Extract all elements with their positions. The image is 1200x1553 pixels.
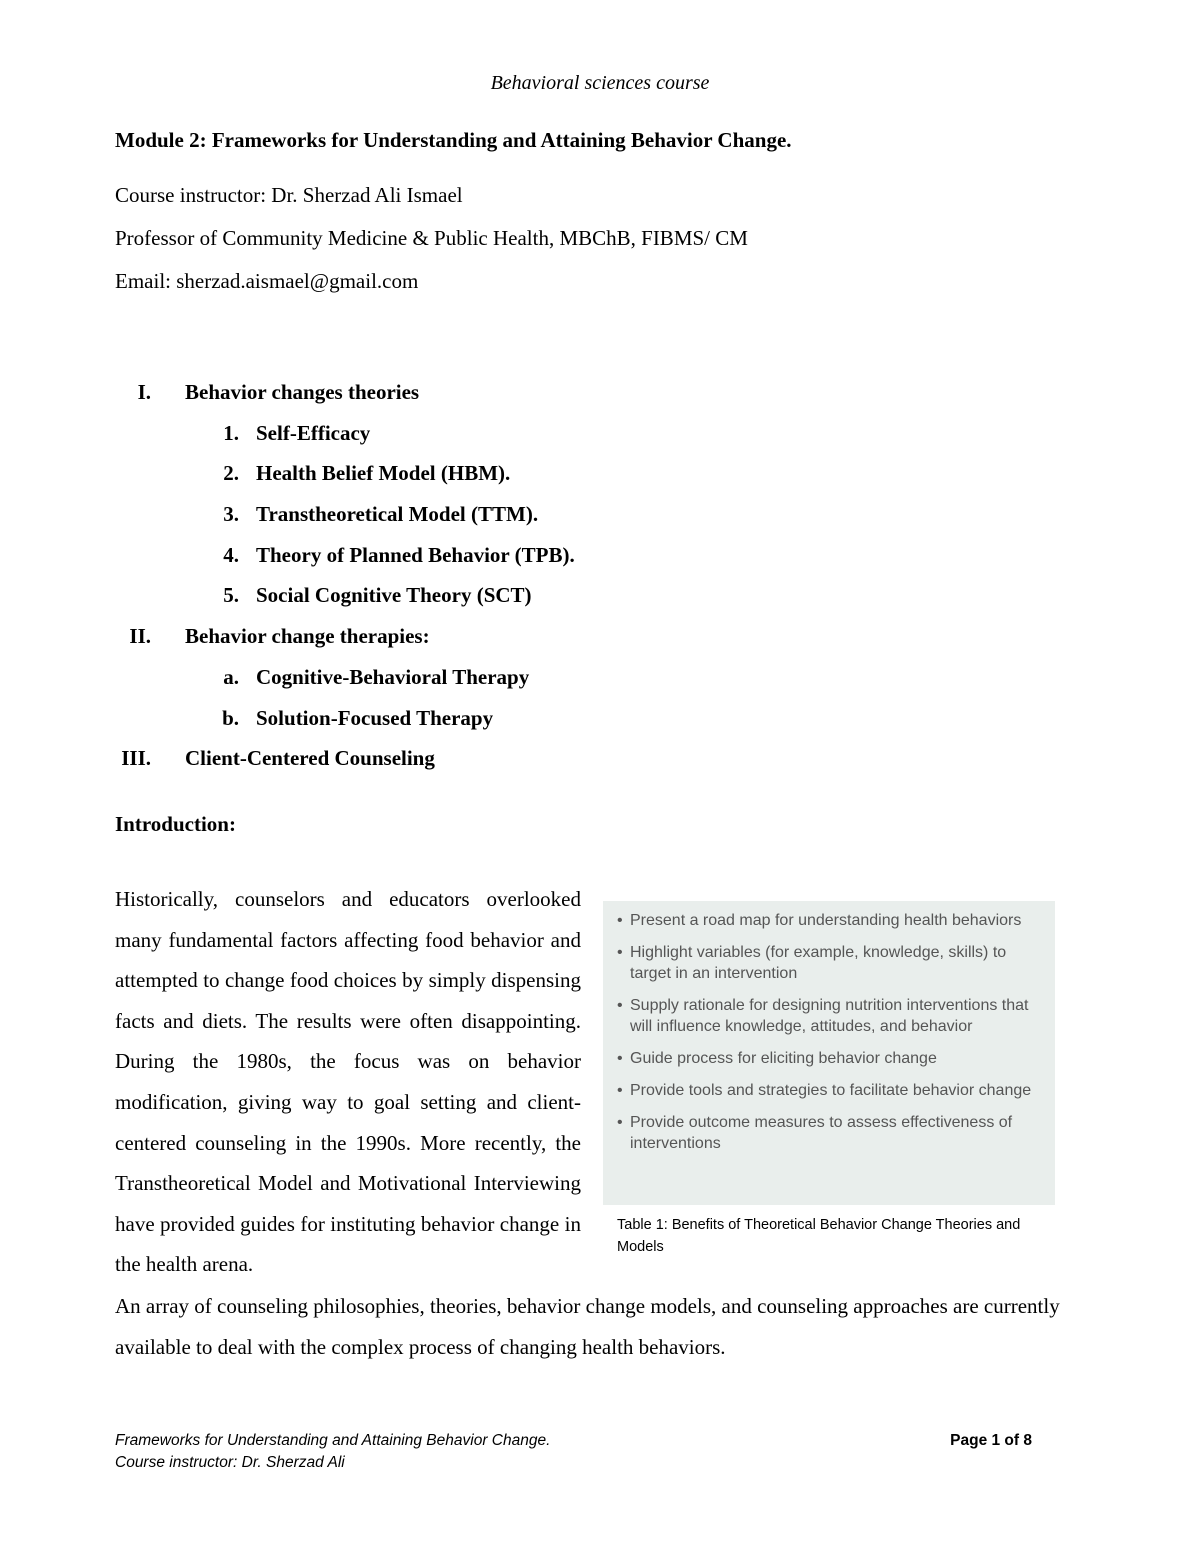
email-line: Email: sherzad.aismael@gmail.com: [115, 269, 419, 293]
outline-item-title: Health Belief Model (HBM).: [256, 461, 511, 486]
bullet-icon: •: [617, 1050, 623, 1067]
introduction-continuation: An array of counseling philosophies, theories, behavior change models, and counseling approaches are currently available to deal with the complex process of changing health behaviors.: [115, 1294, 1060, 1359]
figure-item-text: Provide tools and strategies to facilitate behavior change: [630, 1082, 1032, 1099]
outline-item-title: Solution-Focused Therapy: [256, 705, 494, 730]
module-title: Module 2: Frameworks for Understanding and Attaining Behavior Change.: [115, 128, 792, 152]
figure-list-item: [617, 910, 1041, 931]
benefits-figure: [603, 901, 1055, 1205]
outline-section-title: Client-Centered Counseling: [185, 746, 435, 771]
outline-item-title: Theory of Planned Behavior (TPB).: [256, 542, 575, 567]
outline-item-number: a.: [223, 664, 239, 689]
bullet-icon: •: [617, 944, 623, 961]
figure-item-text: Present a road map for understanding health behaviors: [630, 912, 1022, 929]
bullet-icon: •: [617, 1082, 623, 1099]
page-number: Page 1 of 8: [950, 1432, 1032, 1449]
outline-item-number: 5.: [223, 583, 239, 608]
outline-item-number: 2.: [223, 461, 239, 486]
figure-list-item: [617, 1112, 1041, 1154]
page-footer: [115, 1430, 1035, 1474]
figure-item-text: Provide outcome measures to assess effectiveness of interventions: [630, 1114, 1013, 1152]
outline-section-number: I.: [137, 380, 151, 404]
outline-section-title: Behavior changes theories: [185, 380, 420, 404]
outline-section-number: II.: [129, 624, 151, 649]
figure-list-item: [617, 942, 1041, 984]
bullet-icon: •: [617, 1114, 623, 1131]
figure-list-item: [617, 995, 1041, 1037]
figure-list-item: [617, 1080, 1041, 1101]
outline-item-number: 1.: [223, 420, 239, 445]
footer-title: Frameworks for Understanding and Attaining Behavior Change.: [115, 1432, 551, 1449]
outline-section-number: III.: [121, 746, 151, 771]
outline-item-title: Social Cognitive Theory (SCT): [256, 583, 532, 608]
instructor-line: Course instructor: Dr. Sherzad Ali Ismael: [115, 183, 463, 207]
introduction-paragraph: Historically, counselors and educators overlooked many fundamental factors affecting food behavior and attempted to change food choices by simply dispensing facts and diets. The results were often disappointing. During the 1980s, the focus was on behavior modification, giving way to goal setting and client-centered counseling in the 1990s. More recently, the Transtheoretical Model and Motivational Interviewing have provided guides for instituting behavior change in the health arena.: [115, 887, 581, 1277]
figure-item-text: Supply rationale for designing nutrition interventions that will influence knowledge, attitudes, and behavior: [630, 997, 1029, 1035]
outline-item-number: b.: [222, 705, 239, 730]
outline-item-number: 4.: [223, 542, 239, 567]
outline-item-title: Self-Efficacy: [256, 420, 371, 445]
figure-list-item: [617, 1048, 1041, 1069]
figure-caption: Table 1: Benefits of Theoretical Behavior Change Theories and Models: [617, 1217, 1021, 1255]
outline-item-number: 3.: [223, 502, 239, 527]
bullet-icon: •: [617, 912, 623, 929]
outline-item-title: Cognitive-Behavioral Therapy: [256, 664, 530, 689]
figure-item-text: Highlight variables (for example, knowledge, skills) to target in an intervention: [630, 944, 1007, 982]
running-header: Behavioral sciences course: [490, 72, 710, 94]
figure-item-text: Guide process for eliciting behavior change: [630, 1050, 937, 1067]
outline-item-title: Transtheoretical Model (TTM).: [256, 502, 539, 527]
introduction-heading: Introduction:: [115, 812, 236, 836]
position-line: Professor of Community Medicine & Public Health, MBChB, FIBMS/ CM: [115, 226, 748, 250]
footer-instructor: Course instructor: Dr. Sherzad Ali: [115, 1454, 345, 1471]
outline-section-title: Behavior change therapies:: [185, 624, 430, 649]
bullet-icon: •: [617, 997, 623, 1014]
